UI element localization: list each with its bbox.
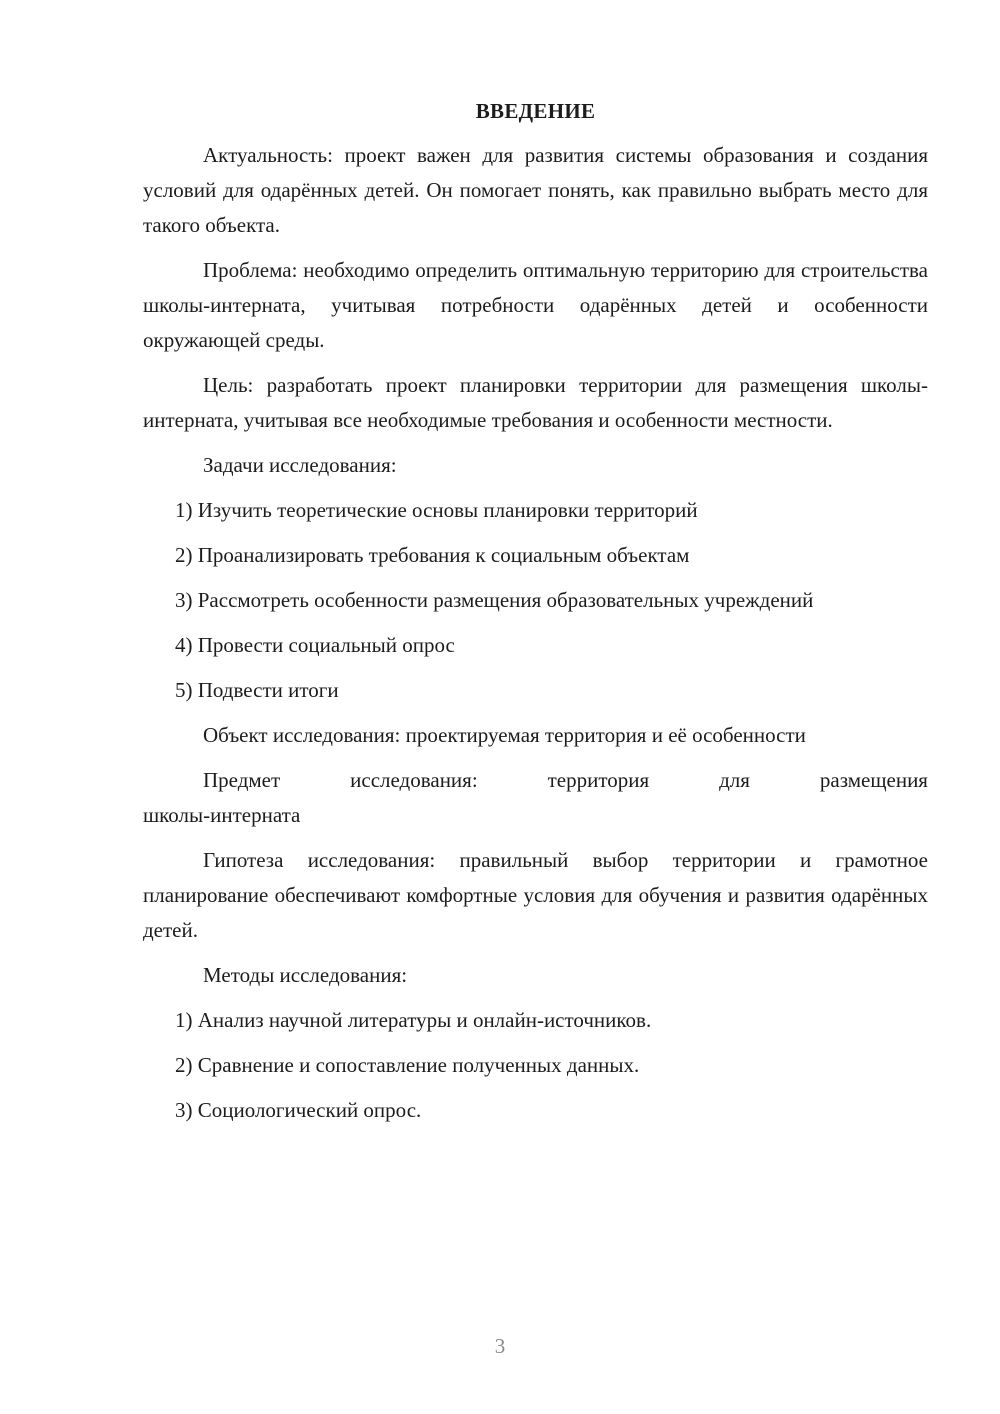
methods-heading: Методы исследования: bbox=[203, 963, 408, 987]
task-item-5: 5) Подвести итоги bbox=[175, 678, 339, 702]
subject-first-line bbox=[143, 763, 928, 798]
page-number: 3 bbox=[494, 1334, 506, 1358]
task-item-3: 3) Рассмотреть особенности размещения образовательных учреждений bbox=[175, 588, 814, 612]
task-item-2: 2) Проанализировать требования к социальным объектам bbox=[175, 543, 690, 567]
method-item-1: 1) Анализ научной литературы и онлайн-источников. bbox=[175, 1008, 652, 1032]
problem-paragraph: Проблема: необходимо определить оптимальную территорию для строительства школы-интерната, учитывая потребности одарённых детей и особенности окружающей среды. bbox=[143, 258, 928, 352]
method-item-2: 2) Сравнение и сопоставление полученных данных. bbox=[175, 1053, 640, 1077]
goal-paragraph: Цель: разработать проект планировки территории для размещения школы-интерната, учитывая все необходимые требования и особенности местности. bbox=[143, 373, 928, 432]
method-item-3: 3) Социологический опрос. bbox=[175, 1098, 422, 1122]
object-paragraph: Объект исследования: проектируемая территория и её особенности bbox=[203, 723, 806, 747]
subject-word: Предмет bbox=[203, 768, 281, 792]
task-item-4: 4) Провести социальный опрос bbox=[175, 633, 455, 657]
subject-word: размещения bbox=[819, 768, 928, 792]
subject-word: для bbox=[719, 768, 750, 792]
hypothesis-paragraph: Гипотеза исследования: правильный выбор территории и грамотное планирование обеспечивают комфортные условия для обучения и развития одарённых детей. bbox=[143, 848, 928, 942]
subject-continuation: школы-интерната bbox=[143, 803, 301, 827]
page-title: ВВЕДЕНИЕ bbox=[475, 99, 596, 123]
subject-word: исследования: bbox=[350, 768, 478, 792]
tasks-heading: Задачи исследования: bbox=[203, 453, 397, 477]
task-item-1: 1) Изучить теоретические основы планировки территорий bbox=[175, 498, 698, 522]
subject-paragraph bbox=[143, 763, 928, 833]
page-content bbox=[143, 96, 928, 1138]
subject-word: территория bbox=[547, 768, 650, 792]
relevance-paragraph: Актуальность: проект важен для развития системы образования и создания условий для одарённых детей. Он помогает понять, как правильно выбрать место для такого объекта. bbox=[143, 143, 928, 237]
